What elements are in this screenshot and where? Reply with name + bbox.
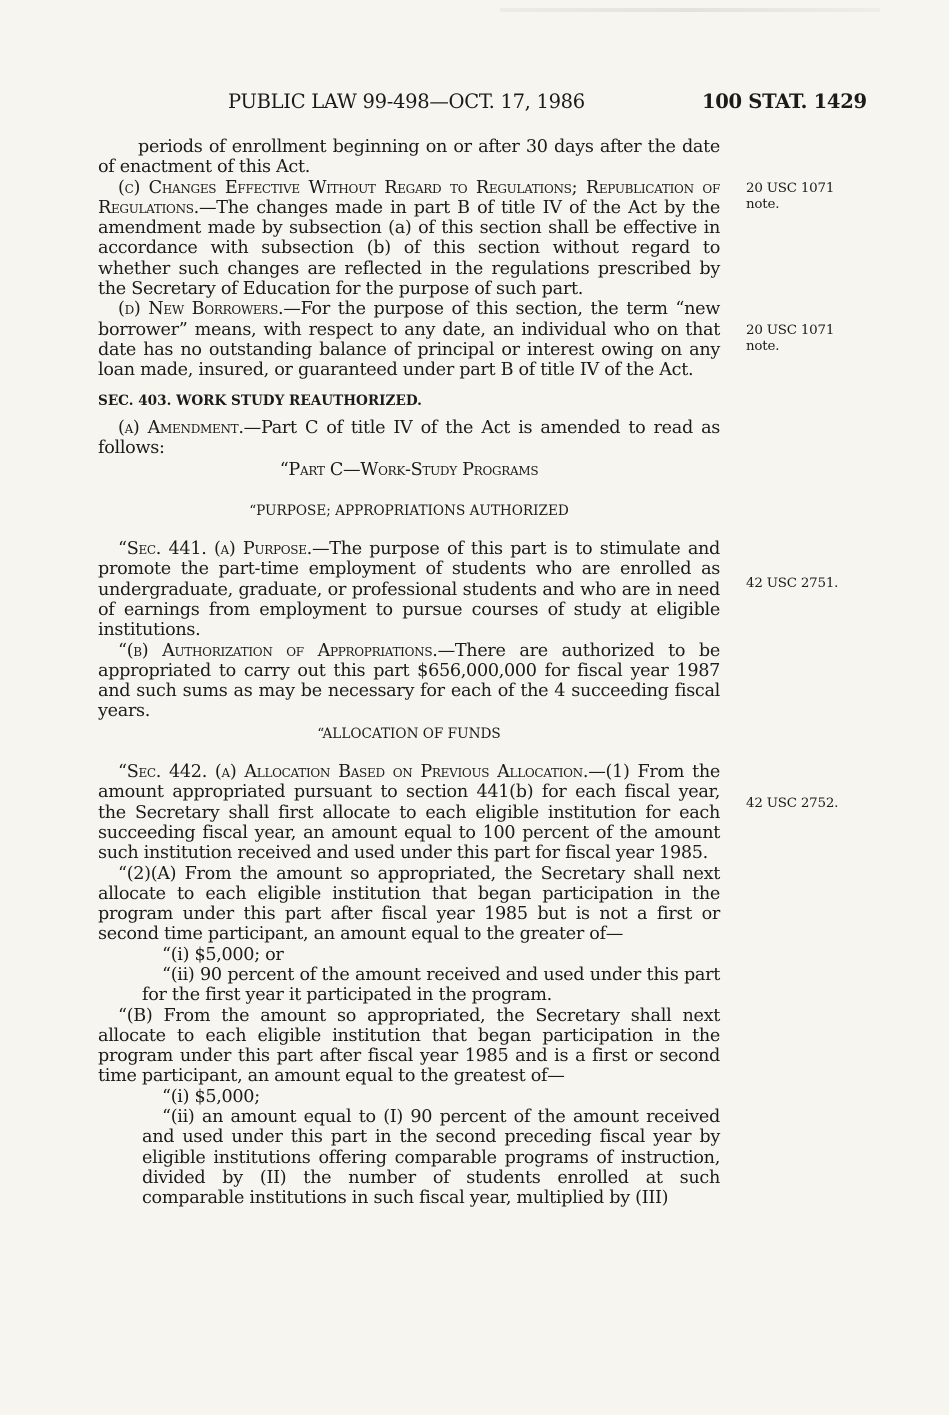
section-441b-lead: “(b) Authorization of Appropriations.	[118, 640, 438, 661]
running-header-page-number: 100 STAT. 1429	[702, 90, 867, 113]
margin-note-2: 20 USC 1071 note.	[746, 323, 835, 354]
section-442a-lead: “Sec. 442. (a) Allocation Based on Previous Allocation.	[118, 762, 589, 783]
section-403-heading: SEC. 403. WORK STUDY REAUTHORIZED.	[98, 392, 422, 409]
clause-2A-i: “(i) $5,000; or	[162, 944, 284, 965]
bleed-through-artifact	[500, 8, 880, 12]
margin-note-1: 20 USC 1071 note.	[746, 181, 835, 212]
body-text	[98, 137, 720, 1209]
section-441b	[98, 641, 720, 722]
margin-note-3: 42 USC 2751.	[746, 576, 839, 591]
section-441b-text: —There are authorized to be appropriated to carry out this part $656,000,000 for fiscal year 1987 and such sums as may be necessary for each of the 4 succeeding fiscal years.	[98, 640, 720, 722]
part-c-heading: “Part C—Work-Study Programs	[279, 460, 539, 481]
subsection-a-heading: (a) Amendment.	[118, 417, 244, 438]
clause-2A-ii: “(ii) 90 percent of the amount received and used under this part for the first year it participated in the program.	[142, 964, 720, 1006]
margin-note-4: 42 USC 2752.	[746, 796, 839, 811]
purpose-heading: “PURPOSE; APPROPRIATIONS AUTHORIZED	[249, 502, 569, 519]
subsection-a-text: —Part C of title IV of the Act is amended to read as follows:	[98, 417, 720, 459]
subsection-c	[98, 178, 720, 300]
subsection-c-heading: (c) Changes Effective Without Regard to Regulations; Republication of Regulations.	[98, 177, 720, 218]
subsection-d-text: —For the purpose of this section, the term “new borrower” means, with respect to any date, an individual who on that date has no outstanding balance of principal or interest owing on any loan made, insured, or guaranteed under part B of title IV of the Act.	[98, 299, 720, 381]
section-441a-lead: “Sec. 441. (a) Purpose.	[118, 539, 312, 560]
subsection-c-text: —The changes made in part B of title IV of the Act by the amendment made by subsection (a) of this section shall be effective in accordance with subsection (b) of this section without regard to whether such changes are reflected in the regulations prescribed by the Secretary of Education for the purpose of such part.	[98, 197, 720, 300]
paragraph-continuation: periods of enrollment beginning on or after 30 days after the date of enactment of this Act.	[98, 137, 720, 178]
subsection-a	[98, 418, 720, 459]
section-442a-text: —(1) From the amount appropriated pursuant to section 441(b) for each fiscal year, the Secretary shall first allocate to each eligible institution for each succeeding fiscal year, an amount equal to 100 percent of the amount such institution received and used under this part for fiscal year 1985.	[98, 762, 720, 864]
subsection-d-heading: (d) New Borrowers.	[118, 299, 284, 320]
section-441a-text: —The purpose of this part is to stimulate and promote the part-time employment of students who are enrolled as undergraduate, graduate, or professional students and who are in need of earnings from employment to pursue courses of study at eligible institutions.	[98, 539, 721, 641]
clause-2B-i: “(i) $5,000;	[162, 1086, 260, 1107]
paragraph-2B: “(B) From the amount so appropriated, the Secretary shall next allocate to each eligible institution that began participation in the program under this part after fiscal year 1985 and is a first or second time participant, an amount equal to the greatest of—	[98, 1005, 720, 1087]
running-header-title: PUBLIC LAW 99-498—OCT. 17, 1986	[228, 90, 585, 113]
paragraph-2A: “(2)(A) From the amount so appropriated, the Secretary shall next allocate to each eligible institution that began participation in the program under this part after fiscal year 1985 but is not a first or second time participant, an amount equal to the greater of—	[98, 863, 720, 945]
clause-2B-ii: “(ii) an amount equal to (I) 90 percent of the amount received and used under this part in the second preceding fiscal year by eligible institutions offering comparable programs of instruction, divided by (II) the number of students enrolled at such comparable institutions in such fiscal year, multiplied by (III)	[142, 1107, 720, 1209]
allocation-heading: “ALLOCATION OF FUNDS	[317, 725, 501, 742]
section-441a	[98, 539, 720, 640]
section-442a	[98, 762, 720, 863]
subsection-d	[98, 299, 720, 380]
